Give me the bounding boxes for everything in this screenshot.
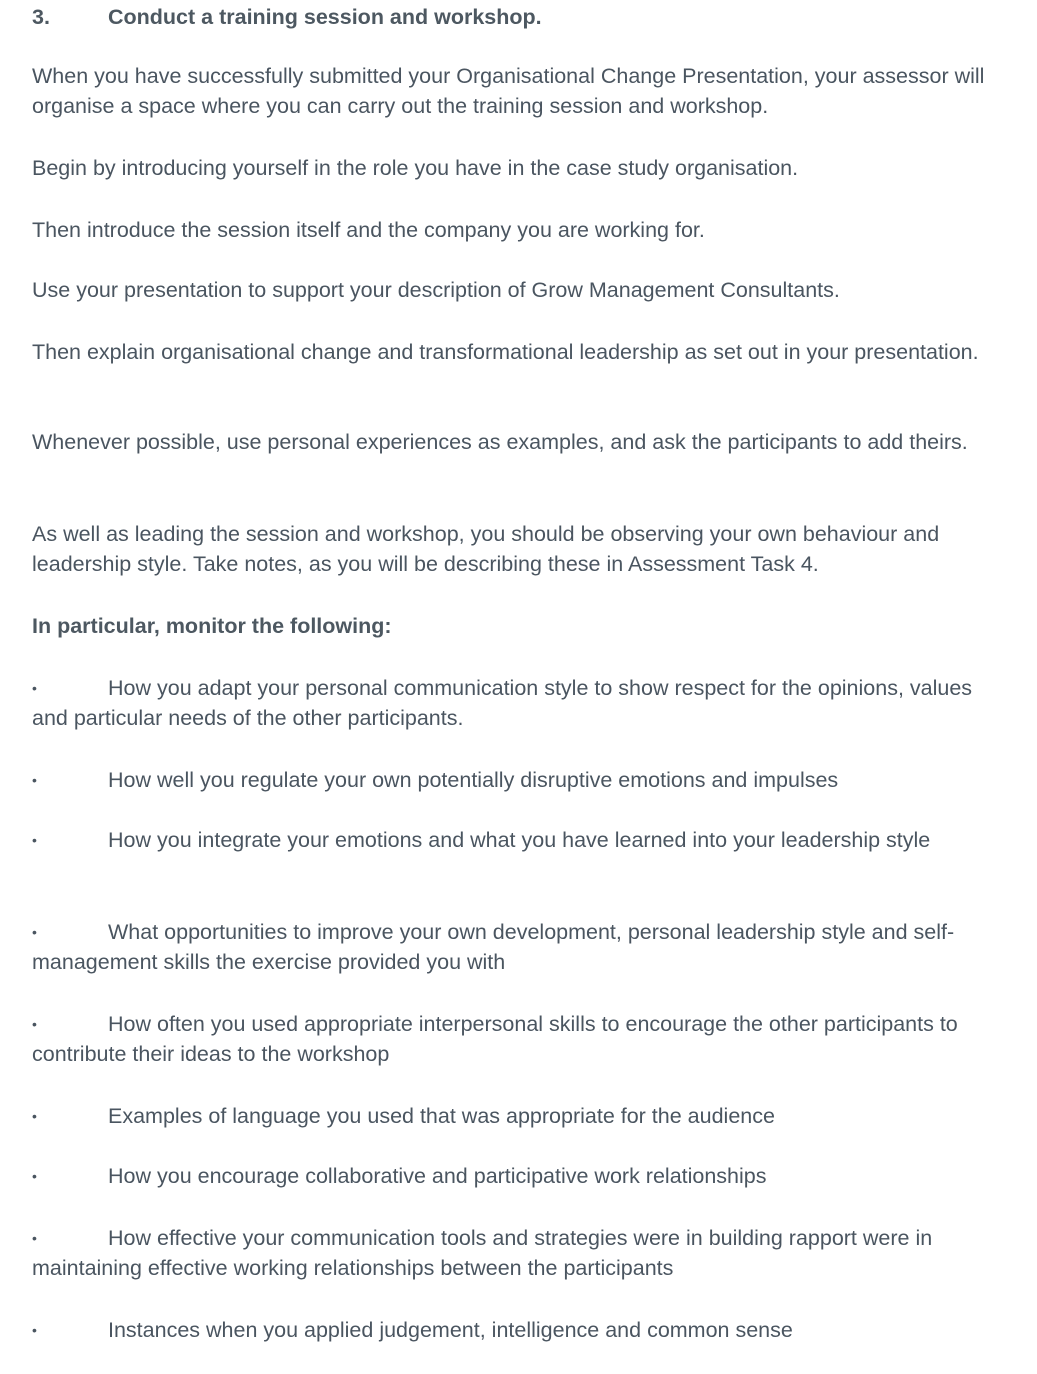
bullet-icon: • <box>32 1016 37 1032</box>
list-item <box>32 673 1007 733</box>
list-item <box>32 1161 1007 1191</box>
list-item <box>32 917 1007 977</box>
list-item <box>32 1101 1007 1131</box>
bullet-icon: • <box>32 832 37 848</box>
list-item <box>32 765 1007 795</box>
list-item-text: Examples of language you used that was appropriate for the audience <box>108 1104 775 1128</box>
list-item-text: How often you used appropriate interpersonal skills to encourage the other participants to contribute their ideas to the workshop <box>32 1012 958 1066</box>
list-item-text: How effective your communication tools and strategies were in building rapport were in maintaining effective working relationships between the participants <box>32 1226 933 1280</box>
list-item-text: How you encourage collaborative and participative work relationships <box>108 1164 767 1188</box>
list-item <box>32 1223 1007 1283</box>
list-item-text: How well you regulate your own potentially disruptive emotions and impulses <box>108 768 839 792</box>
paragraph-intro: When you have successfully submitted your Organisational Change Presentation, your assessor will organise a space where you can carry out the training session and workshop. <box>32 64 985 118</box>
paragraph-observe-behaviour: As well as leading the session and workshop, you should be observing your own behaviour and leadership style. Take notes, as you will be describing these in Assessment Task 4. <box>32 522 940 576</box>
list-item <box>32 1315 1007 1345</box>
paragraph-use-presentation: Use your presentation to support your description of Grow Management Consultants. <box>32 278 840 302</box>
list-item-text: Instances when you applied judgement, intelligence and common sense <box>108 1318 793 1342</box>
bullet-icon: • <box>32 1322 37 1338</box>
monitor-heading: In particular, monitor the following: <box>32 614 392 638</box>
section-heading <box>32 2 542 32</box>
paragraph-introduce-yourself: Begin by introducing yourself in the role you have in the case study organisation. <box>32 156 799 180</box>
list-item <box>32 825 1007 855</box>
paragraph-explain-change: Then explain organisational change and transformational leadership as set out in your presentation. <box>32 340 979 364</box>
bullet-icon: • <box>32 924 37 940</box>
list-item-text: What opportunities to improve your own development, personal leadership style and self-management skills the exercise provided you with <box>32 920 955 974</box>
section-number: 3. <box>32 5 50 29</box>
bullet-icon: • <box>32 1168 37 1184</box>
section-title: Conduct a training session and workshop. <box>108 5 542 29</box>
list-item-text: How you adapt your personal communication style to show respect for the opinions, values and particular needs of the other participants. <box>32 676 973 730</box>
list-item <box>32 1009 1007 1069</box>
bullet-icon: • <box>32 772 37 788</box>
bullet-icon: • <box>32 1230 37 1246</box>
paragraph-introduce-session: Then introduce the session itself and the company you are working for. <box>32 218 705 242</box>
list-item-text: How you integrate your emotions and what you have learned into your leadership style <box>108 828 931 852</box>
bullet-icon: • <box>32 680 37 696</box>
paragraph-personal-experiences: Whenever possible, use personal experiences as examples, and ask the participants to add theirs. <box>32 430 968 454</box>
bullet-icon: • <box>32 1108 37 1124</box>
